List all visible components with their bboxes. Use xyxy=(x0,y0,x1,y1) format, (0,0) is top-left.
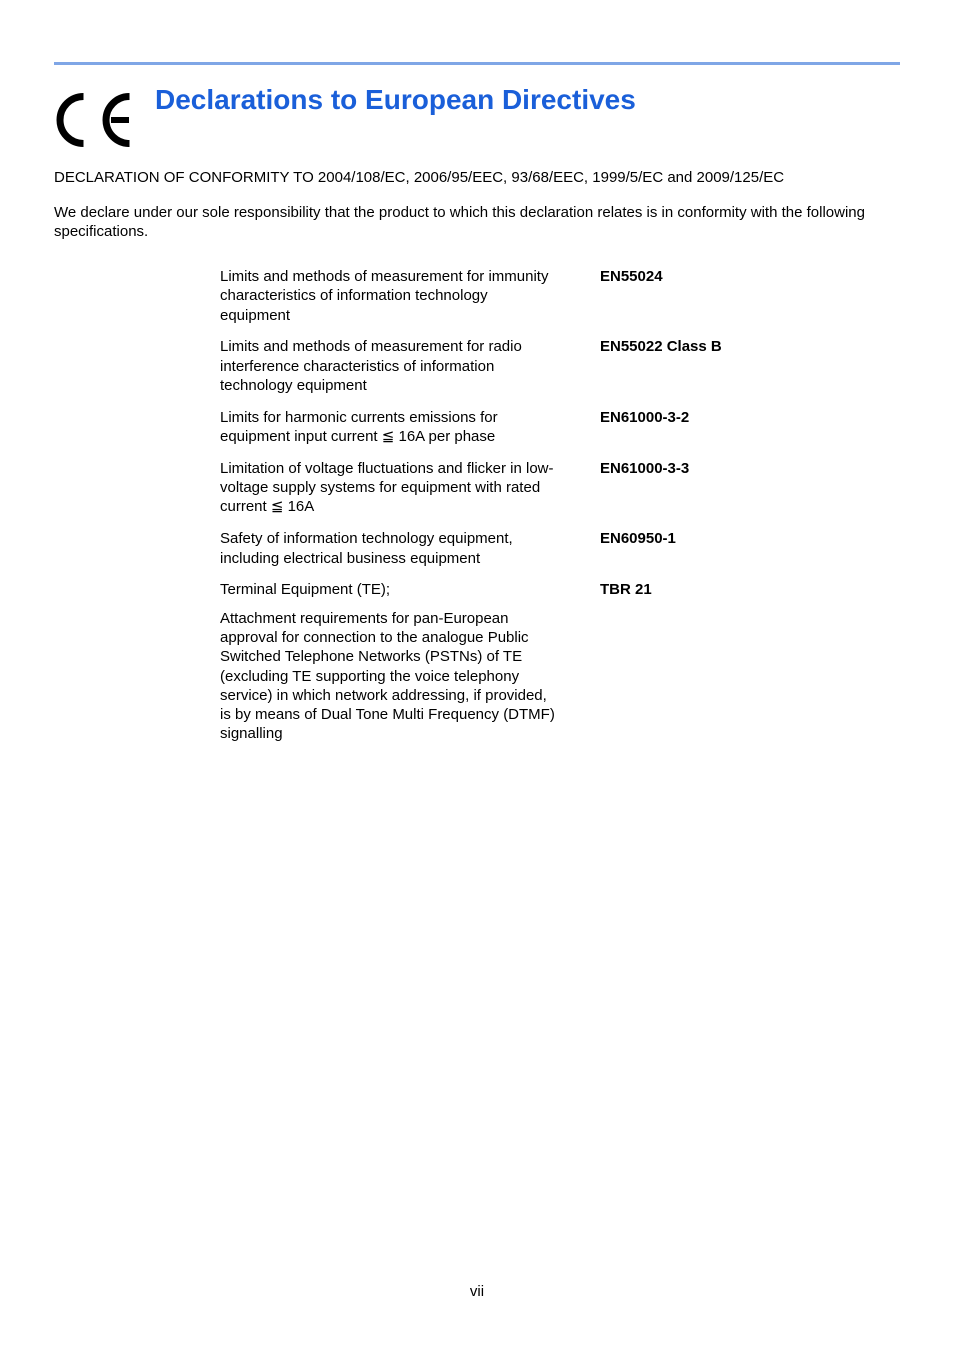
spec-description-line: Switched Telephone Networks (PSTNs) of TE xyxy=(220,648,523,666)
spec-standard: EN60950-1 xyxy=(600,530,676,548)
spec-description xyxy=(220,337,600,395)
spec-row xyxy=(220,609,820,744)
spec-description xyxy=(220,609,600,744)
spec-description-line: is by means of Dual Tone Multi Frequency (DTMF) xyxy=(220,706,555,724)
spec-row xyxy=(220,529,820,568)
spec-description-line: Safety of information technology equipment, xyxy=(220,530,513,548)
spec-description-line: (excluding TE supporting the voice telephony xyxy=(220,667,520,685)
spec-description-line: Limits and methods of measurement for immunity xyxy=(220,268,549,285)
declaration-statement: We declare under our sole responsibility that the product to which this declaration relates is in conformity with the following specifications. xyxy=(54,204,865,241)
spec-description-line: service) in which network addressing, if provided, xyxy=(220,686,547,704)
spec-row xyxy=(220,337,820,395)
spec-description xyxy=(220,459,600,517)
spec-row xyxy=(220,408,820,447)
spec-description-line: signalling xyxy=(220,725,283,743)
spec-standard: EN61000-3-3 xyxy=(600,459,690,477)
spec-description-line: approval for connection to the analogue Public xyxy=(220,628,529,646)
spec-row xyxy=(220,580,820,599)
spec-description-line: Terminal Equipment (TE); xyxy=(220,581,391,599)
spec-row xyxy=(220,267,820,325)
header-rule xyxy=(54,62,900,65)
spec-description xyxy=(220,529,600,568)
page-number: vii xyxy=(469,1283,485,1300)
spec-description-line: equipment input current ≦ 16A per phase xyxy=(220,428,496,446)
spec-description-line: Limitation of voltage fluctuations and flicker in low- xyxy=(220,459,554,477)
spec-description-line: characteristics of information technology xyxy=(220,287,488,305)
spec-description-line: Limits and methods of measurement for radio xyxy=(220,338,522,356)
spec-standard: TBR 21 xyxy=(600,581,652,599)
specifications-table xyxy=(220,267,820,756)
spec-description-line: equipment xyxy=(220,306,291,324)
spec-description-line: Attachment requirements for pan-European xyxy=(220,609,509,627)
ce-mark-icon xyxy=(56,92,134,148)
spec-description xyxy=(220,408,600,447)
spec-description-line: voltage supply systems for equipment with rated xyxy=(220,479,541,497)
spec-description-line: including electrical business equipment xyxy=(220,549,481,567)
spec-row xyxy=(220,459,820,517)
spec-description xyxy=(220,580,600,599)
spec-description-line: technology equipment xyxy=(220,376,367,394)
spec-description xyxy=(220,267,600,325)
spec-description-line: interference characteristics of information xyxy=(220,357,495,375)
spec-standard: EN61000-3-2 xyxy=(600,408,690,426)
spec-description-line: Limits for harmonic currents emissions for xyxy=(220,408,498,426)
spec-standard: EN55022 Class B xyxy=(600,338,722,356)
spec-standard: EN55024 xyxy=(600,268,663,285)
page-title: Declarations to European Directives xyxy=(155,84,636,115)
declaration-heading: DECLARATION OF CONFORMITY TO 2004/108/EC, 2006/95/EEC, 93/68/EEC, 1999/5/EC and 2009/125/EC xyxy=(54,169,785,186)
spec-description-line: current ≦ 16A xyxy=(220,498,315,516)
